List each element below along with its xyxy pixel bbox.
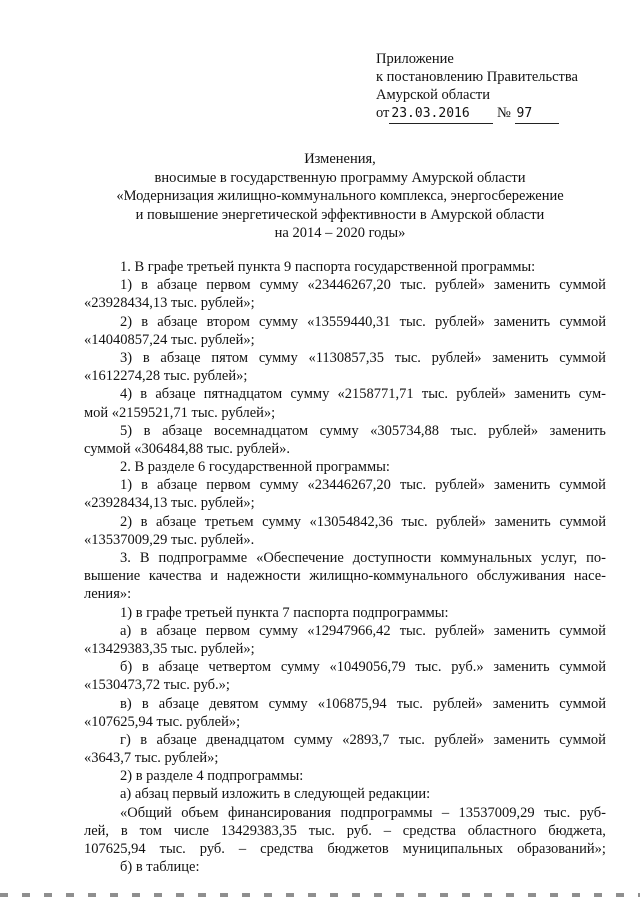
body-line: мой «2159521,71 тыс. рублей»;	[84, 404, 276, 421]
appendix-region: Амурской области	[376, 87, 490, 103]
body-line: «13537009,29 тыс. рублей».	[84, 531, 255, 548]
body-line: 2. В разделе 6 государственной программы:	[120, 459, 390, 476]
body-line: «1530473,72 тыс. руб.»;	[84, 677, 230, 694]
appendix-date-line	[376, 104, 578, 124]
body-line: 4) в абзаце пятнадцатом сумму «2158771,71 тыс. рублей» заменить сум-	[120, 386, 606, 403]
scan-edge-artifact	[0, 893, 640, 897]
body-line: «13429383,35 тыс. рублей»;	[84, 640, 255, 657]
body-line: 1. В графе третьей пункта 9 паспорта государственной программы:	[120, 259, 536, 275]
body-line: г) в абзаце двенадцатом сумму «2893,7 тыс. рублей» заменить суммой	[120, 731, 606, 748]
appendix-header	[376, 50, 578, 124]
body-line: «23928434,13 тыс. рублей»;	[84, 495, 255, 512]
body-line: вышение качества и надежности жилищно-коммунального обслуживания насе-	[84, 568, 606, 585]
title-line-1: Изменения,	[304, 151, 376, 167]
appendix-label: Приложение	[376, 51, 454, 67]
body-line: 2) в абзаце втором сумму «13559440,31 тыс. рублей» заменить суммой	[120, 313, 606, 330]
body-line: ления»:	[84, 586, 132, 603]
body-line: 1) в абзаце первом сумму «23446267,20 тыс. рублей» заменить суммой	[120, 277, 606, 294]
body-line: б) в абзаце четвертом сумму «1049056,79 тыс. руб.» заменить суммой	[120, 659, 606, 676]
body-line: а) абзац первый изложить в следующей редакции:	[120, 786, 431, 803]
document-title	[80, 150, 600, 243]
body-line: в) в абзаце девятом сумму «106875,94 тыс. рублей» заменить суммой	[120, 695, 606, 712]
body-line: б) в таблице:	[120, 859, 200, 876]
number-prefix: №	[497, 105, 511, 121]
body-line: «Общий объем финансирования подпрограммы – 13537009,29 тыс. руб-	[120, 804, 606, 821]
body-line: 2) в разделе 4 подпрограммы:	[120, 768, 304, 785]
document-body	[84, 258, 606, 876]
body-line: «23928434,13 тыс. рублей»;	[84, 295, 255, 312]
body-line: «1612274,28 тыс. рублей»;	[84, 368, 248, 385]
body-line: 1) в графе третьей пункта 7 паспорта подпрограммы:	[120, 604, 449, 621]
body-line: 1) в абзаце первом сумму «23446267,20 тыс. рублей» заменить суммой	[120, 477, 606, 494]
decree-date: 23.03.2016	[389, 105, 493, 124]
body-line: 3) в абзаце пятом сумму «1130857,35 тыс. рублей» заменить суммой	[120, 349, 606, 366]
body-line: 5) в абзаце восемнадцатом сумму «305734,88 тыс. рублей» заменить	[120, 422, 606, 439]
body-line: лей, в том числе 13429383,35 тыс. руб. – средства областного бюджета,	[84, 822, 606, 839]
body-line: 2) в абзаце третьем сумму «13054842,36 тыс. рублей» заменить суммой	[120, 513, 606, 530]
body-line: а) в абзаце первом сумму «12947966,42 тыс. рублей» заменить суммой	[120, 622, 606, 639]
body-line: суммой «306484,88 тыс. рублей».	[84, 440, 290, 457]
body-line: «14040857,24 тыс. рублей»;	[84, 331, 255, 348]
title-line-2: вносимые в государственную программу Амурской области	[154, 169, 526, 186]
body-line: 107625,94 тыс. руб. – средства бюджетов муниципальных образований»;	[84, 841, 606, 857]
body-line: «3643,7 тыс. рублей»;	[84, 750, 219, 767]
appendix-decree-ref: к постановлению Правительства	[376, 69, 578, 85]
body-line: «107625,94 тыс. рублей»;	[84, 713, 241, 730]
title-line-4: и повышение энергетической эффективности в Амурской области	[135, 206, 545, 223]
body-line: 3. В подпрограмме «Обеспечение доступности коммунальных услуг, по-	[120, 550, 606, 566]
title-line-3: «Модернизация жилищно-коммунального комплекса, энергосбережение	[116, 188, 564, 204]
decree-number: 97	[515, 105, 559, 124]
date-prefix: от	[376, 105, 390, 121]
title-line-5: на 2014 – 2020 годы»	[274, 225, 406, 241]
